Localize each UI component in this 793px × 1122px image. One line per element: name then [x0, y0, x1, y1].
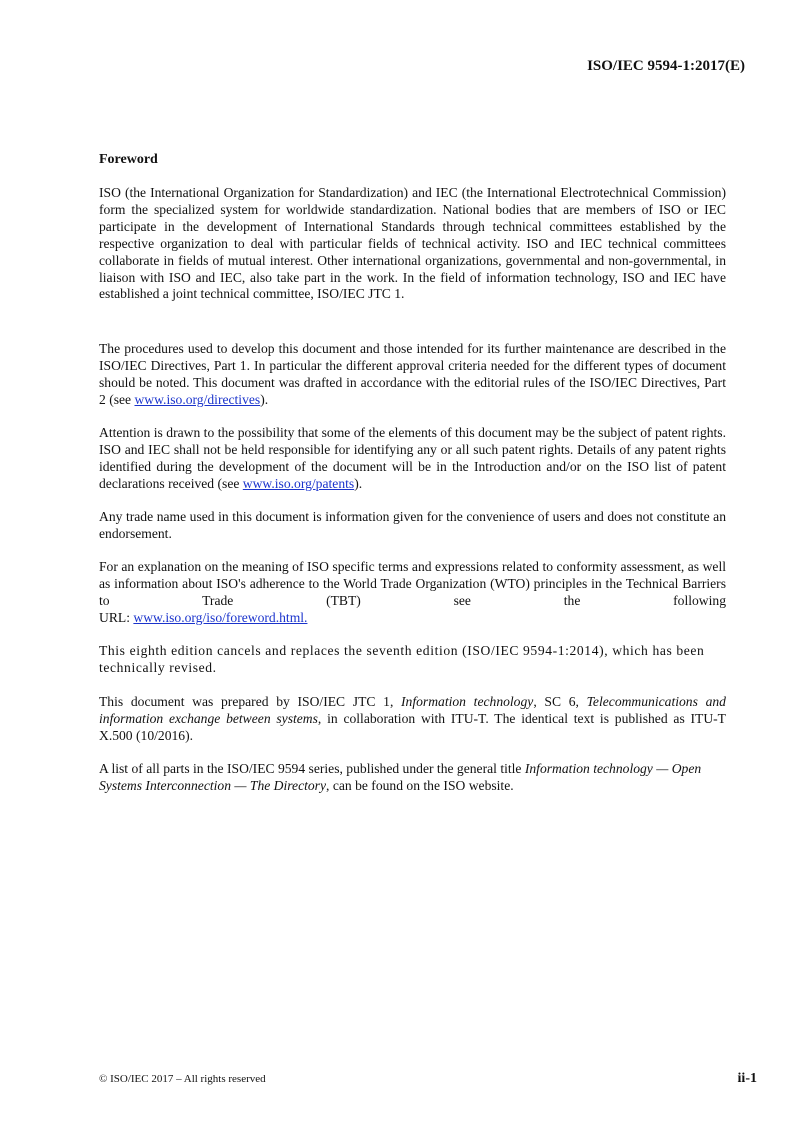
- section-heading: Foreword: [99, 152, 158, 167]
- text: URL:: [99, 610, 134, 625]
- text: ).: [354, 475, 363, 491]
- paragraph-trade-name: Any trade name used in this document is information given for the convenience of users and does not constitute an endorsement.: [99, 509, 726, 541]
- paragraph-organizations: ISO (the International Organization for Standardization) and IEC (the International Electrotechnical Commission) form the specialized system for worldwide standardization. National bodies that are members of ISO or IEC participate in the development of International Standards through technical committees established by the respective organization to deal with particular fields of technical activity. ISO and IEC technical committees collaborate in fields of mutual interest. Other international organizations, governmental and non-governmental, in liaison with ISO and IEC, also take part in the work. In the field of information technology, ISO and IEC have established a joint technical committee, ISO/IEC JTC 1.: [99, 185, 726, 302]
- paragraph-explanation: For an explanation on the meaning of ISO specific terms and expressions related to conformity assessment, as well as information about ISO's adherence to the World Trade Organization (WTO) principles in the Technical Barriers to Trade (TBT) see the following: [99, 559, 726, 608]
- page-number: ii-1: [737, 1071, 757, 1086]
- paragraph-procedures: [99, 341, 726, 409]
- text: A list of all parts in the ISO/IEC 9594 series, published under the general title: [99, 761, 525, 776]
- text-italic: Information technology — Open Systems Interconnection — The Directory: [99, 761, 702, 793]
- text: ).: [260, 391, 269, 407]
- text: Attention is drawn to the possibility that some of the elements of this document may be the subject of patent rights. ISO and IEC shall not be held responsible for identifying any or all such patent rights. Details of any patent rights identified during the development of the document will be in the Introduction and/or on the ISO list of patent declarations received (see: [99, 425, 726, 491]
- paragraph-explanation-url: [99, 610, 726, 627]
- text-italic: Information technology: [401, 694, 534, 709]
- text: , SC 6,: [533, 694, 587, 709]
- paragraph-patents: [99, 425, 726, 493]
- foreword-link[interactable]: www.iso.org/iso/foreword.html.: [133, 610, 308, 625]
- patents-link[interactable]: www.iso.org/patents: [242, 475, 355, 491]
- text: This document was prepared by ISO/IEC JTC 1,: [99, 694, 402, 709]
- paragraph-parts-list: [99, 761, 729, 795]
- text: The procedures used to develop this document and those intended for its further maintenance are described in the ISO/IEC Directives, Part 1. In particular the different approval criteria needed for the different types of document should be noted. This document was drafted in accordance with the editorial rules of the ISO/IEC Directives, Part 2 (see: [99, 341, 726, 407]
- directives-link[interactable]: www.iso.org/directives: [134, 391, 261, 407]
- footer-copyright: © ISO/IEC 2017 – All rights reserved: [99, 1073, 266, 1085]
- document-id-header: ISO/IEC 9594-1:2017(E): [587, 58, 745, 74]
- paragraph-edition: This eighth edition cancels and replaces the seventh edition (ISO/IEC 9594-1:2014), which has been technically revised.: [99, 643, 705, 675]
- text-italic: Telecommunications and information exchange between systems: [99, 694, 726, 726]
- text: , can be found on the ISO website.: [326, 777, 514, 793]
- text: , in collaboration with ITU-T. The identical text is published as ITU-T X.500 (10/2016).: [99, 710, 726, 743]
- paragraph-prepared-by: [99, 694, 726, 745]
